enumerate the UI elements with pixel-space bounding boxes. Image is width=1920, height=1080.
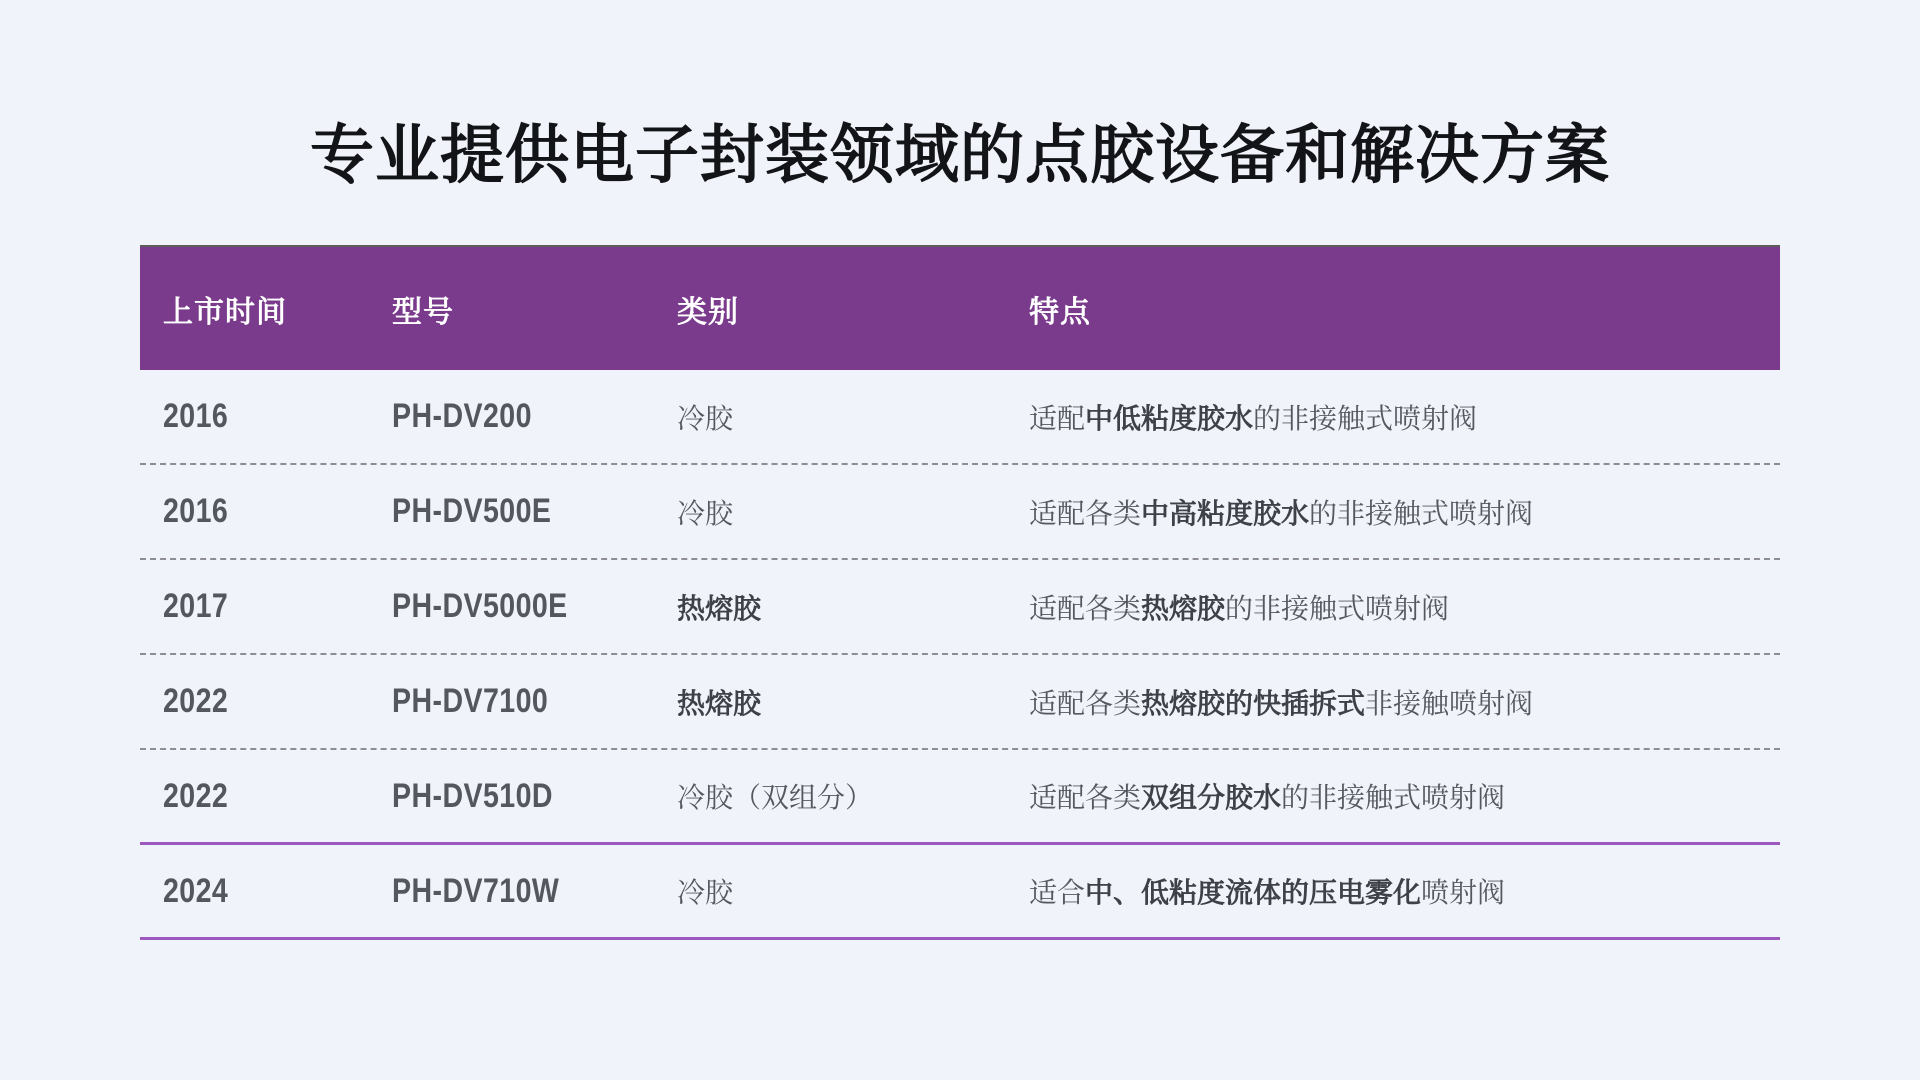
table-row	[140, 465, 1780, 560]
table-row	[140, 750, 1780, 845]
category-cell: 冷胶	[677, 402, 734, 434]
feature-cell: 适配各类热熔胶的快插拆式非接触喷射阀	[1029, 687, 1534, 719]
feature-cell: 适配各类中高粘度胶水的非接触式喷射阀	[1029, 497, 1534, 529]
feature-cell: 适配各类热熔胶的非接触式喷射阀	[1029, 592, 1450, 624]
model-cell: PH-DV5000E	[392, 587, 568, 625]
category-cell: 热熔胶	[677, 687, 762, 719]
category-cell: 热熔胶	[677, 592, 762, 624]
year-cell: 2016	[163, 492, 229, 530]
category-cell: 冷胶	[677, 877, 734, 908]
table-row	[140, 560, 1780, 655]
column-header-category: 类别	[677, 295, 739, 329]
product-table	[140, 245, 1780, 940]
year-cell: 2022	[163, 776, 229, 815]
column-header-features: 特点	[1029, 295, 1091, 329]
column-header-launch-time: 上市时间	[163, 295, 287, 329]
column-header-model: 型号	[392, 295, 454, 329]
year-cell: 2017	[163, 587, 229, 625]
feature-cell: 适配中低粘度胶水的非接触式喷射阀	[1029, 402, 1478, 434]
model-cell: PH-DV7100	[392, 682, 549, 720]
model-cell: PH-DV500E	[392, 492, 552, 530]
model-cell: PH-DV510D	[392, 776, 553, 815]
feature-cell: 适配各类双组分胶水的非接触式喷射阀	[1029, 782, 1506, 813]
page-title: 专业提供电子封装领域的点胶设备和解决方案	[310, 119, 1610, 191]
model-cell: PH-DV710W	[392, 871, 560, 910]
table-row	[140, 655, 1780, 750]
feature-cell: 适合中、低粘度流体的压电雾化喷射阀	[1029, 877, 1506, 908]
category-cell: 冷胶（双组分）	[677, 782, 874, 813]
model-cell: PH-DV200	[392, 397, 532, 435]
year-cell: 2024	[163, 871, 229, 910]
year-cell: 2022	[163, 682, 229, 720]
year-cell: 2016	[163, 397, 229, 435]
table-header-row	[140, 245, 1780, 370]
category-cell: 冷胶	[677, 497, 734, 529]
table-row	[140, 845, 1780, 940]
table-row	[140, 370, 1780, 465]
